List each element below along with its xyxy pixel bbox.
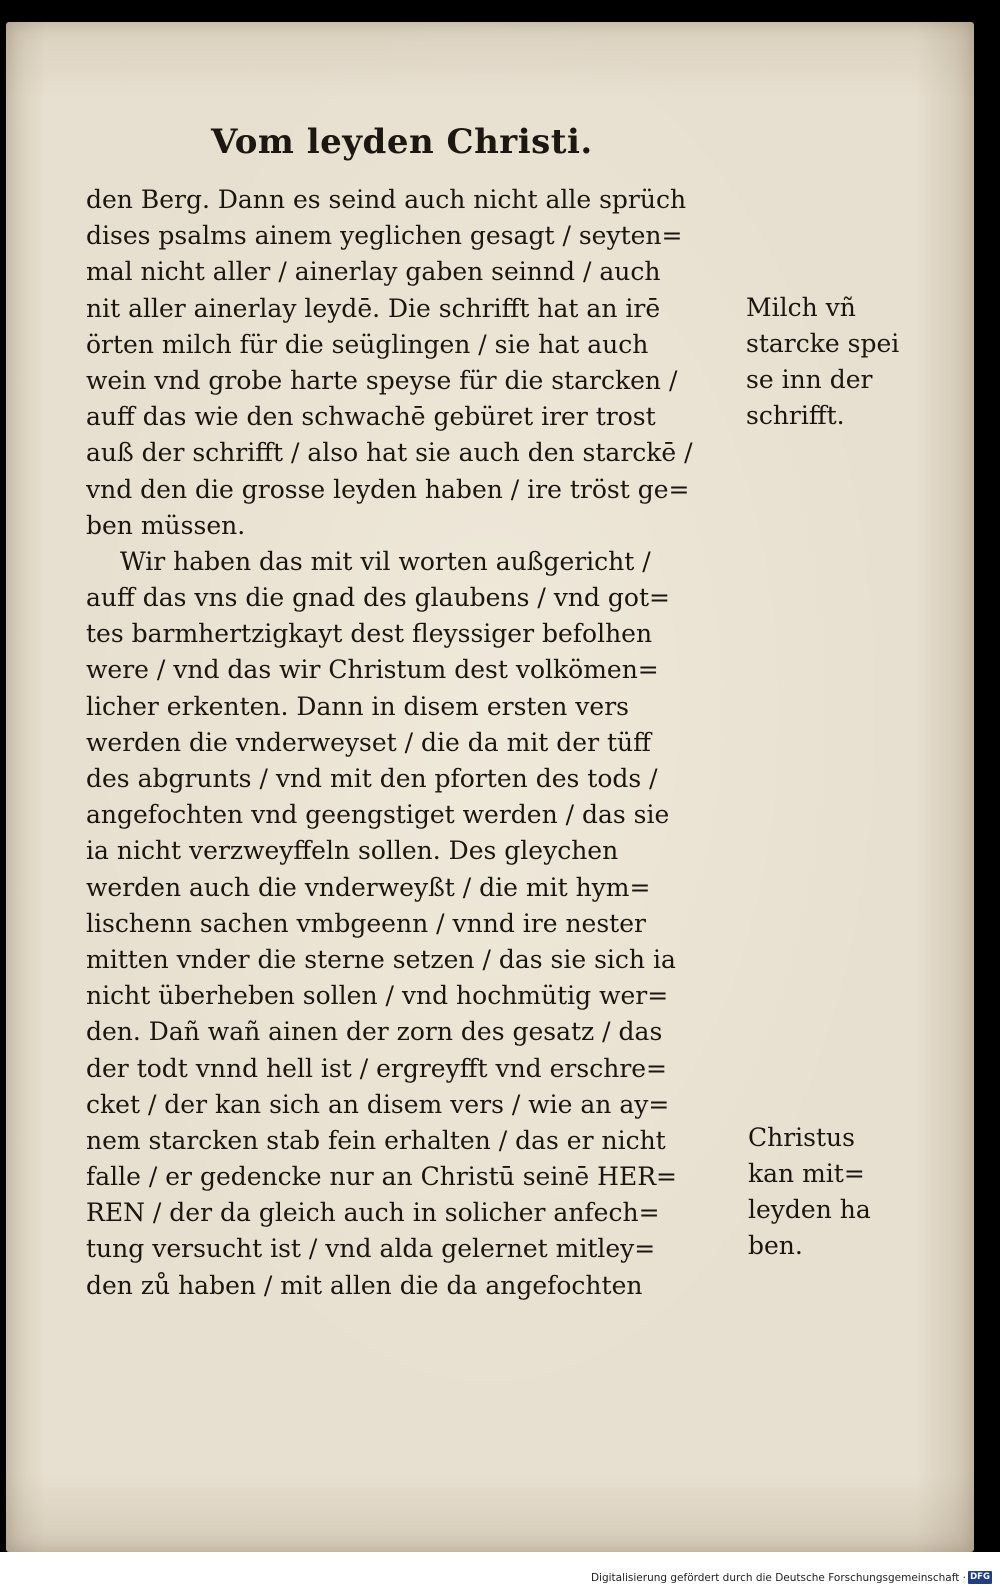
- running-head: Vom leyden Christi.: [211, 122, 593, 162]
- book-page: [6, 22, 974, 1552]
- text-line: angefochten vnd geengstiget werden / das sie: [86, 800, 670, 830]
- text-line: werden auch die vnderweyßt / die mit hym=: [86, 872, 651, 902]
- text-line: den zů haben / mit allen die da angefochten: [86, 1270, 643, 1300]
- text-line: dises psalms ainem yeglichen gesagt / seyten=: [86, 221, 683, 251]
- dfg-logo: DFG: [968, 1571, 992, 1584]
- funding-credit: Digitalisierung gefördert durch die Deutsche Forschungsgemeinschaft ·: [590, 1572, 966, 1584]
- text-line: wein vnd grobe harte speyse für die starcken /: [86, 365, 678, 395]
- text-line: den. Dañ wañ ainen der zorn des gesatz / das: [86, 1017, 663, 1047]
- text-line: mitten vnder die sterne setzen / das sie sich ia: [86, 944, 676, 974]
- text-line: nicht überheben sollen / vnd hochmütig wer=: [86, 981, 669, 1011]
- text-line: Wir haben das mit vil worten außgericht /: [120, 546, 651, 576]
- text-line: tung versucht ist / vnd alda gelernet mitley=: [86, 1234, 656, 1264]
- text-line: den Berg. Dann es seind auch nicht alle sprüch: [86, 185, 687, 214]
- text-line: auß der schrifft / also hat sie auch den starckē /: [86, 438, 693, 468]
- marginal-note-line: Christus: [748, 1123, 855, 1152]
- body-text: [86, 182, 746, 1304]
- marginal-note-milk: [746, 290, 899, 434]
- marginal-note-line: leyden ha: [748, 1195, 871, 1224]
- text-line: ia nicht verzweyffeln sollen. Des gleychen: [86, 836, 619, 866]
- text-line: were / vnd das wir Christum dest volkömen=: [86, 655, 659, 685]
- text-line: cket / der kan sich an disem vers / wie an ay=: [86, 1089, 670, 1119]
- marginal-note-line: kan mit=: [748, 1159, 865, 1188]
- text-line: lischenn sachen vmbgeenn / vnnd ire nester: [86, 908, 646, 938]
- text-line: licher erkenten. Dann in disem ersten vers: [86, 691, 629, 721]
- text-line: der todt vnnd hell ist / ergreyfft vnd erschre=: [86, 1053, 668, 1083]
- text-line: nem starcken stab fein erhalten / das er nicht: [86, 1125, 666, 1155]
- text-line: auff das wie den schwachē gebüret irer trost: [86, 402, 656, 432]
- text-line: tes barmhertzigkayt dest fleyssiger befolhen: [86, 619, 653, 649]
- marginal-note-line: Milch vñ: [746, 293, 856, 322]
- text-line: REN / der da gleich auch in solicher anfech=: [86, 1198, 660, 1228]
- text-line: ben müssen.: [86, 510, 246, 540]
- text-line: auff das vns die gnad des glaubens / vnd got=: [86, 583, 670, 613]
- text-line: des abgrunts / vnd mit den pforten des tods /: [86, 764, 658, 793]
- text-line: werden die vnderweyset / die da mit der tüff: [86, 727, 651, 757]
- marginal-note-line: schrifft.: [746, 401, 845, 430]
- text-line: falle / er gedencke nur an Christū seinē HER=: [86, 1162, 677, 1192]
- text-line: örten milch für die seüglingen / sie hat auch: [86, 329, 649, 359]
- marginal-note-line: se inn der: [746, 365, 873, 394]
- marginal-note-line: ben.: [748, 1231, 803, 1260]
- text-line: mal nicht aller / ainerlay gaben seinnd / auch: [86, 257, 661, 287]
- text-line: vnd den die grosse leyden haben / ire tröst ge=: [86, 474, 690, 504]
- text-line: nit aller ainerlay leydē. Die schrifft hat an irē: [86, 293, 661, 323]
- marginal-note-christ: [748, 1120, 871, 1264]
- marginal-note-line: starcke spei: [746, 329, 900, 358]
